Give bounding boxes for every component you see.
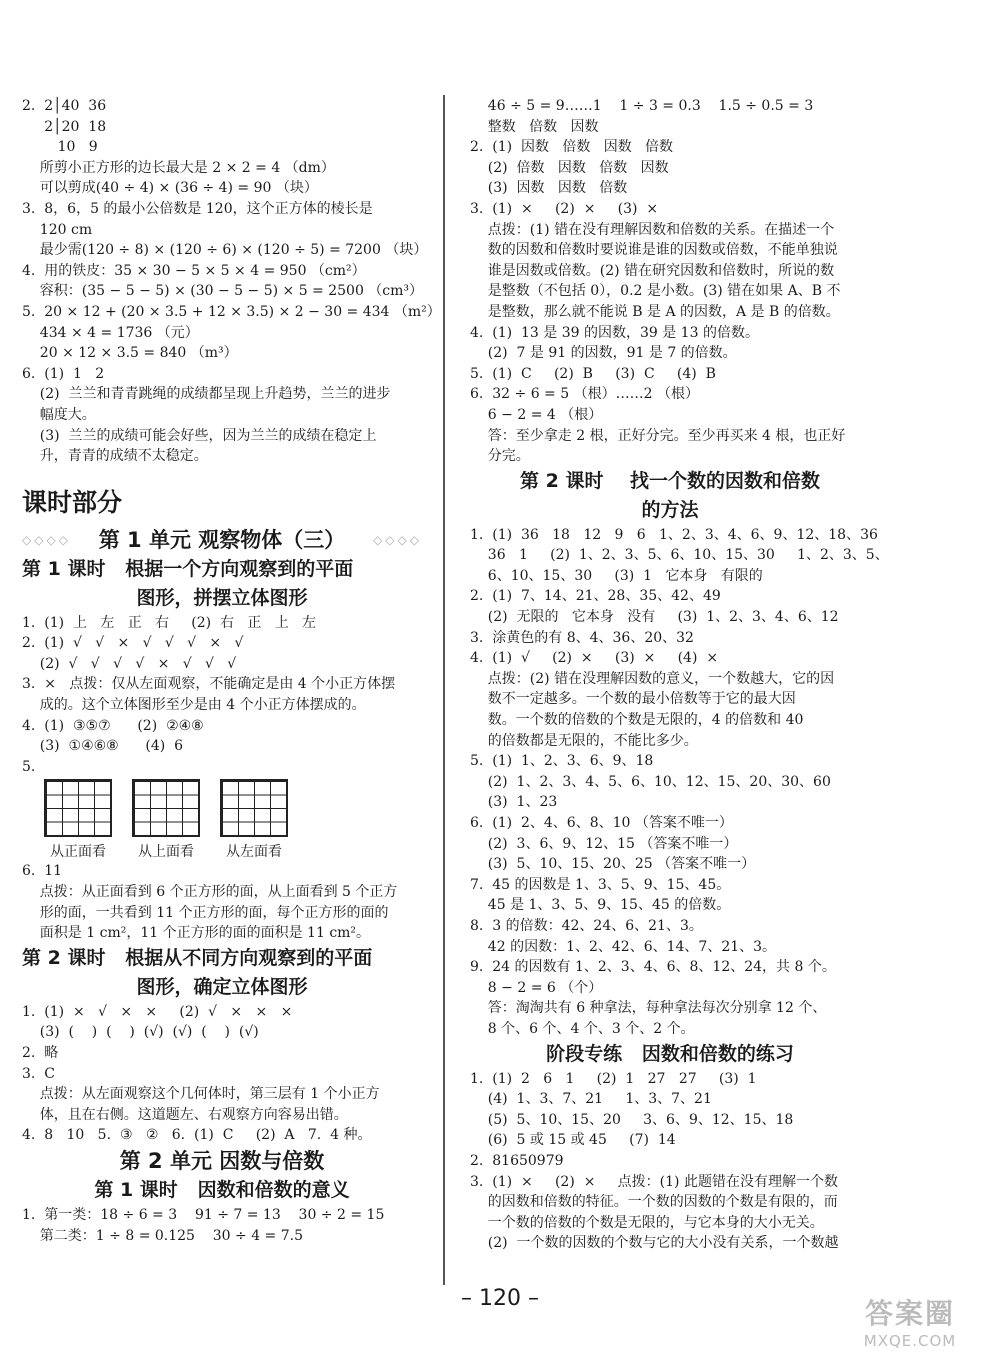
watermark — [840, 1292, 980, 1350]
answer-line: 2. (1) 因数 倍数 因数 倍数 — [470, 139, 674, 156]
grid-caption: 从左面看 — [226, 844, 282, 861]
column-divider — [443, 95, 445, 1285]
answer-line: 3. (1) × (2) × (3) × — [470, 200, 659, 217]
answer-line: 3. (1) × (2) × 点拨：(1) 此题错在没有理解一个数 — [470, 1173, 838, 1190]
answer-line: 的因数和倍数的特征。一个数的因数的个数是有限的，而 — [470, 1194, 838, 1211]
section-title: 课时部分 — [22, 487, 123, 517]
answer-line: 10 9 — [22, 139, 98, 156]
unit2-title: 第 2 单元 因数与倍数 — [119, 1148, 325, 1173]
answer-line: (2) 兰兰和青青跳绳的成绩都呈现上升趋势，兰兰的进步 — [22, 386, 391, 403]
answer-line: 容积：(35 − 5 − 5) × (30 − 5 − 5) × 5 = 2500 （cm³） — [22, 283, 424, 300]
answer-line: (2) 倍数 因数 倍数 因数 — [470, 159, 669, 176]
answer-line: 是整数（不包括 0），0.2 是小数。(3) 错在如果 A、B 不 — [470, 283, 841, 300]
answer-line: 1. (1) 2 6 1 (2) 1 27 27 (3) 1 — [470, 1070, 757, 1087]
answer-line: 所剪小正方形的边长最大是 2 × 2 = 4 （dm） — [22, 159, 335, 176]
u2l1-title: 第 1 课时 因数和倍数的意义 — [94, 1178, 350, 1201]
answer-line: 4. (1) ③⑤⑦ (2) ②④⑧ — [22, 717, 204, 734]
answer-line: 成的。这个立体图形至少是由 4 个小正方体摆成的。 — [22, 697, 366, 714]
left-column — [22, 96, 441, 1246]
grid-caption: 从正面看 — [50, 844, 106, 861]
answer-line: 数。一个数的倍数的个数是无限的，4 的倍数和 40 — [470, 712, 804, 729]
grid-front — [44, 779, 112, 861]
answer-line: (2) 1、2、3、4、5、6、10、12、15、20、30、60 — [470, 773, 831, 790]
lesson1-answers-b — [22, 861, 422, 943]
lesson2-title-a: 第 2 课时 根据从不同方向观察到的平面 — [22, 946, 373, 969]
q5-label: 5. — [22, 758, 36, 775]
answer-line: 2. 81650979 — [470, 1152, 564, 1169]
unit1-title-text: 第 1 单元 观察物体（三） — [98, 527, 346, 552]
answer-line: 2. 2│40 36 — [22, 98, 107, 114]
answer-line: 分完。 — [470, 448, 530, 465]
left-top-answers — [22, 96, 441, 467]
answer-line: 体，且在右侧。这道题左、右观察方向容易出错。 — [22, 1106, 348, 1123]
answer-line: 45 是 1、3、5、9、15、45 的倍数。 — [470, 897, 731, 914]
answer-line: 4. 用的铁皮：35 × 30 − 5 × 5 × 4 = 950 （cm²） — [22, 262, 366, 279]
answer-line: 6 − 2 = 4 （根） — [470, 406, 603, 423]
answer-line: 8 − 2 = 6 （个） — [470, 979, 603, 996]
answer-line: (2) 无限的 它本身 没有 (3) 1、2、3、4、6、12 — [470, 609, 839, 626]
answer-line: 形的面，一共看到 11 个正方形的面，每个正方形的面的 — [22, 904, 389, 921]
right-lesson2-title-b: 的方法 — [641, 498, 699, 521]
answer-line: 4. (1) 13 是 39 的因数，39 是 13 的倍数。 — [470, 324, 759, 341]
answer-line: 整数 倍数 因数 — [470, 118, 599, 135]
answer-line: 升，青青的成绩不太稳定。 — [22, 448, 208, 465]
answer-line: 3. 8，6，5 的最小公倍数是 120，这个正方体的棱长是 — [22, 200, 373, 217]
answer-line: 幅度大。 — [22, 406, 96, 423]
answer-line: (2) 3、6、9、12、15 （答案不唯一） — [470, 835, 738, 852]
answer-line: 46 ÷ 5 = 9……1 1 ÷ 3 = 0.3 1.5 ÷ 0.5 = 3 — [470, 98, 814, 114]
answer-line: 点拨：(2) 错在没理解因数的意义，一个数越大，它的因 — [470, 670, 835, 687]
answer-line: 2. (1) √ √ × √ √ √ × √ — [22, 635, 244, 652]
answer-line: 6. (1) 1 2 — [22, 365, 105, 382]
answer-line: 面积是 1 cm²，11 个正方形的面的面积是 11 cm²。 — [22, 925, 371, 942]
answer-line: 6. 11 — [22, 863, 63, 880]
lesson2-title-b: 图形，确定立体图形 — [136, 975, 308, 998]
answer-line: 6、10、15、30 (3) 1 它本身 有限的 — [470, 567, 763, 584]
answer-line: 可以剪成(40 ÷ 4) × (36 ÷ 4) = 90 （块） — [22, 180, 318, 197]
view-grids — [44, 779, 422, 861]
answer-line: 36 1 (2) 1、2、3、5、6、10、15、30 1、2、3、5、 — [470, 547, 889, 564]
answer-line: 8. 3 的倍数：42、24、6、21、3。 — [470, 917, 703, 934]
u2l1-answers — [22, 1205, 422, 1246]
grid-caption: 从上面看 — [138, 844, 194, 861]
unit1-deco-left: ◇◇◇◇ — [22, 532, 71, 547]
answer-line: 5. (1) 1、2、3、6、9、18 — [470, 753, 654, 770]
lesson2-answers — [22, 1002, 422, 1146]
answer-line: (5) 5、10、15、20 3、6、9、12、15、18 — [470, 1111, 794, 1128]
answer-line: (2) 一个数的因数的个数与它的大小没有关系，一个数越 — [470, 1235, 839, 1252]
answer-line: (2) 7 是 91 的因数，91 是 7 的倍数。 — [470, 345, 737, 362]
answer-line: (3) 1、23 — [470, 794, 558, 811]
answer-line: 2│20 18 — [22, 118, 107, 135]
answer-line: 的倍数都是无限的，不能比多少。 — [470, 732, 698, 749]
answer-line: 3. 涂黄色的有 8、4、36、20、32 — [470, 629, 694, 646]
stage-title: 阶段专练 因数和倍数的练习 — [546, 1042, 794, 1065]
grid-left — [220, 779, 288, 861]
answer-line: (3) ( ) ( ) (√) (√) ( ) (√) — [22, 1024, 259, 1041]
answer-line: 数不一定越多。一个数的最小倍数等于它的最大因 — [470, 691, 796, 708]
answer-line: 3. C — [22, 1065, 55, 1082]
answer-line: 9. 24 的因数有 1、2、3、4、6、8、12、24，共 8 个。 — [470, 959, 836, 976]
answer-line: 答：淘淘共有 6 种拿法，每种拿法每次分别拿 12 个、 — [470, 1000, 827, 1017]
answer-line: 点拨：从正面看到 6 个正方形的面，从上面看到 5 个正方 — [22, 884, 398, 901]
answer-line: (3) 5、10、15、20、25 （答案不唯一） — [470, 856, 756, 873]
lesson1-title-a: 第 1 课时 根据一个方向观察到的平面 — [22, 557, 354, 580]
answer-line: 4. (1) √ (2) × (3) × (4) × — [470, 650, 719, 667]
answer-line: 一个数的倍数的个数是无限的，与它本身的大小无关。 — [470, 1214, 824, 1231]
answer-line: 42 的因数：1、2、42、6、14、7、21、3。 — [470, 938, 777, 955]
answer-line: (4) 1、3、7、21 1、3、7、21 — [470, 1091, 712, 1108]
answer-line: (3) ①④⑥⑧ (4) 6 — [22, 738, 184, 755]
answer-line: 6. 32 ÷ 6 = 5 （根）……2 （根） — [470, 386, 699, 403]
answer-line: (2) √ √ √ √ × √ √ √ — [22, 655, 237, 672]
answer-line: 7. 45 的因数是 1、3、5、9、15、45。 — [470, 876, 731, 893]
answer-line: 4. 8 10 5. ③ ② 6. (1) C (2) A 7. 4 种。 — [22, 1127, 372, 1144]
answer-line: 3. × 点拨：仅从左面观察，不能确定是由 4 个小正方体摆 — [22, 676, 396, 693]
grid-front-drawing — [44, 779, 112, 837]
answer-line: 20 × 12 × 3.5 = 840 （m³） — [22, 345, 238, 362]
answer-line: 最少需(120 ÷ 8) × (120 ÷ 6) × (120 ÷ 5) = 7200 （块） — [22, 242, 428, 259]
answer-line: 434 × 4 = 1736 （元） — [22, 324, 199, 341]
right-column — [470, 96, 889, 1254]
answer-line: (6) 5 或 15 或 45 (7) 14 — [470, 1132, 676, 1149]
answer-line: 第二类：1 ÷ 8 = 0.125 30 ÷ 4 = 7.5 — [22, 1227, 304, 1244]
watermark-line2: MXQE.COM — [863, 1332, 957, 1350]
answer-line: (3) 因数 因数 倍数 — [470, 180, 628, 197]
answer-line: 1. (1) × √ × × (2) √ × × × — [22, 1003, 293, 1020]
answer-line: 1. (1) 上 左 正 右 (2) 右 正 上 左 — [22, 614, 317, 631]
right-answers-a — [470, 96, 870, 467]
answer-line: 5. (1) C (2) B (3) C (4) B — [470, 365, 716, 382]
answer-line: 是整数，那么就不能说 B 是 A 的因数，A 是 B 的倍数。 — [470, 303, 840, 320]
grid-left-drawing — [220, 779, 288, 837]
page-number: – 120 – — [461, 1286, 539, 1311]
answer-line: 数的因数和倍数时要说谁是谁的因数或倍数，不能单独说 — [470, 242, 838, 259]
grid-top-drawing — [132, 779, 200, 837]
watermark-line1: 答案圈 — [864, 1297, 955, 1330]
answer-line: 答：至少拿走 2 根，正好分完。至少再买来 4 根，也正好 — [470, 427, 846, 444]
unit1-title — [22, 525, 422, 555]
answer-line: 2. (1) 7、14、21、28、35、42、49 — [470, 588, 721, 605]
answer-line: 2. 略 — [22, 1045, 59, 1061]
lesson1-title-b: 图形，拼摆立体图形 — [136, 586, 308, 609]
answer-line: 1. 第一类：18 ÷ 6 = 3 91 ÷ 7 = 13 30 ÷ 2 = 15 — [22, 1206, 385, 1223]
right-answers-c — [470, 1069, 870, 1254]
answer-line: 谁是因数或倍数。(2) 错在研究因数和倍数时，所说的数 — [470, 262, 835, 279]
answer-line: 120 cm — [22, 221, 93, 238]
answer-line: (3) 兰兰的成绩可能会好些，因为兰兰的成绩在稳定上 — [22, 427, 377, 444]
answer-line: 点拨：从左面观察这个几何体时，第三层有 1 个小正方 — [22, 1086, 380, 1103]
answer-line: 1. (1) 36 18 12 9 6 1、2、3、4、6、9、12、18、36 — [470, 526, 878, 543]
answer-line: 8 个、6 个、4 个、3 个、2 个。 — [470, 1020, 695, 1037]
right-answers-b — [470, 525, 889, 1040]
answer-line: 5. 20 × 12 + (20 × 3.5 + 12 × 3.5) × 2 − 30 = 434 （m²） — [22, 303, 441, 320]
grid-top — [132, 779, 200, 861]
answer-line: 点拨：(1) 错在没有理解因数和倍数的关系。在描述一个 — [470, 221, 835, 238]
answer-line: 6. (1) 2、4、6、8、10 （答案不唯一） — [470, 815, 733, 831]
lesson1-answers — [22, 613, 422, 757]
right-lesson2-title-a: 第 2 课时 找一个数的因数和倍数 — [520, 469, 820, 492]
unit1-deco-right: ◇◇◇◇ — [373, 532, 422, 547]
